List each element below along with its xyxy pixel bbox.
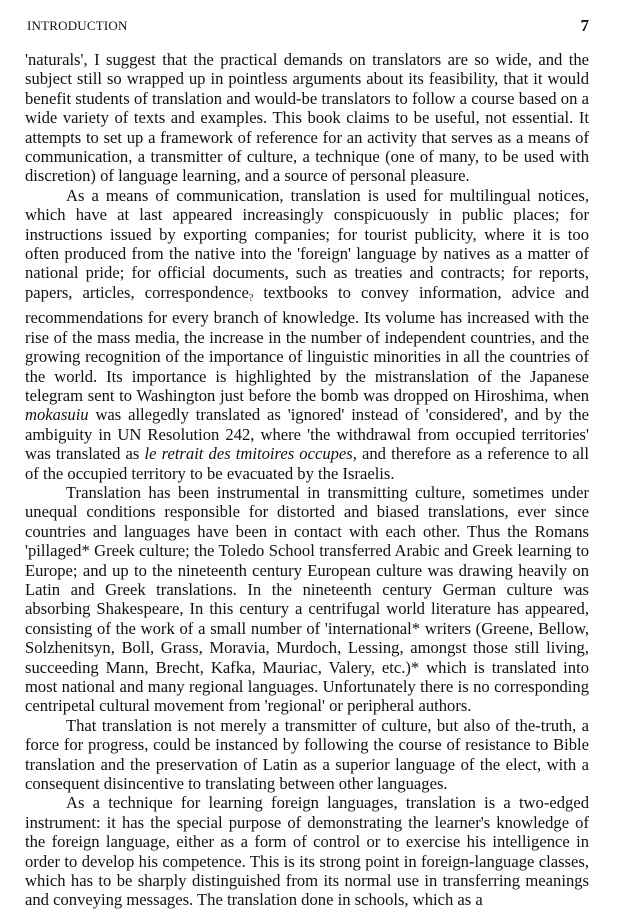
body-text xyxy=(25,50,589,910)
paragraph-2-italic-mokasuiu: mokasuiu xyxy=(25,405,89,425)
paragraph-2-part-a: As a means of communication, translation is used for multilingual notices, which have at last appeared increasingly conspicuously in public places; for instructions issued by exporting companies; for tourist publicity, where it is too often produced from the native into the 'foreign' language by natives as a matter of national pride; for official documents, such as treaties and contracts; for reports, papers, articles, correspondence xyxy=(25,185,589,302)
paragraph-2-italic-french: le retrait des tmitoires occupes, xyxy=(144,444,357,464)
paragraph-5: As a technique for learning foreign languages, translation is a two-edged instrument: it has the special purpose of demonstrating the learner's knowledge of the foreign language, either as a form of control or to exercise his intelligence in order to develop his competence. This is its strong point in foreign-language classes, which has to be sharply distinguished from its normal use in transferring meanings and conveying messages. The translation done in schools, which as a xyxy=(25,793,589,910)
paragraph-2 xyxy=(25,186,589,483)
paragraph-2-mark: ? xyxy=(248,292,254,304)
paragraph-1: 'naturals', I suggest that the practical demands on translators are so wide, and the subject still so wrapped up in pointless arguments about its feasibility, that it would benefit students of translation and would-be translators to follow a course based on a wide variety of texts and examples. This book claims to be useful, not essential. It attempts to set up a framework of reference for an activity that serves as a means of communication, a transmitter of culture, a technique (one of many, to be used with discretion) of language learning, and a source of personal pleasure. xyxy=(25,50,589,186)
paragraph-2-part-d: and therefore as a reference to all of the occupied territory to be evacuated by the Israelis. xyxy=(25,444,589,483)
paragraph-3: Translation has been instrumental in transmitting culture, sometimes under unequal conditions responsible for distorted and biased translations, ever since countries and languages have been in contact with each other. Thus the Romans 'pillaged* Greek culture; the Toledo School transferred Arabic and Greek learning to Europe; and up to the nineteenth century European culture was drawing heavily on Latin and Greek translations. In the nineteenth century German culture was absorbing Shakespeare, In this century a centrifugal world literature has appeared, consisting of the work of a small number of 'international* writers (Greene, Bellow, Solzhenitsyn, Boll, Grass, Moravia, Murdoch, Lessing, amongst those still living, succeeding Mann, Brecht, Kafka, Mauriac, Valery, etc.)* which is translated into most national and many regional languages. Unfortunately there is no corresponding centripetal cultural movement from 'regional' or peripheral authors. xyxy=(25,482,589,716)
paragraph-2-part-b: textbooks to convey information, advice and recommendations for every branch of knowledge. Its volume has increased with the rise of the mass media, the increase in the number of independent countries, and the growing recognition of the importance of linguistic minorities in all the countries of the world. Its importance is highlighted by the mistranslation of the Japanese telegram sent to Washington just before the bomb was dropped on Hiroshima, when xyxy=(25,282,589,405)
page-number: 7 xyxy=(580,16,589,35)
page-header xyxy=(27,18,589,38)
running-head: INTRODUCTION xyxy=(27,18,128,33)
paragraph-4: That translation is not merely a transmitter of culture, but also of the-truth, a force for progress, could be instanced by following the course of resistance to Bible translation and the preservation of Latin as a superior language of the elect, with a consequent disincentive to translating between other languages. xyxy=(25,715,589,794)
paragraph-2-part-c: was allegedly translated as 'ignored' instead of 'considered', and by the ambiguity in UN Resolution 242, where 'the withdrawal from occupied territories' was translated as xyxy=(25,405,589,464)
